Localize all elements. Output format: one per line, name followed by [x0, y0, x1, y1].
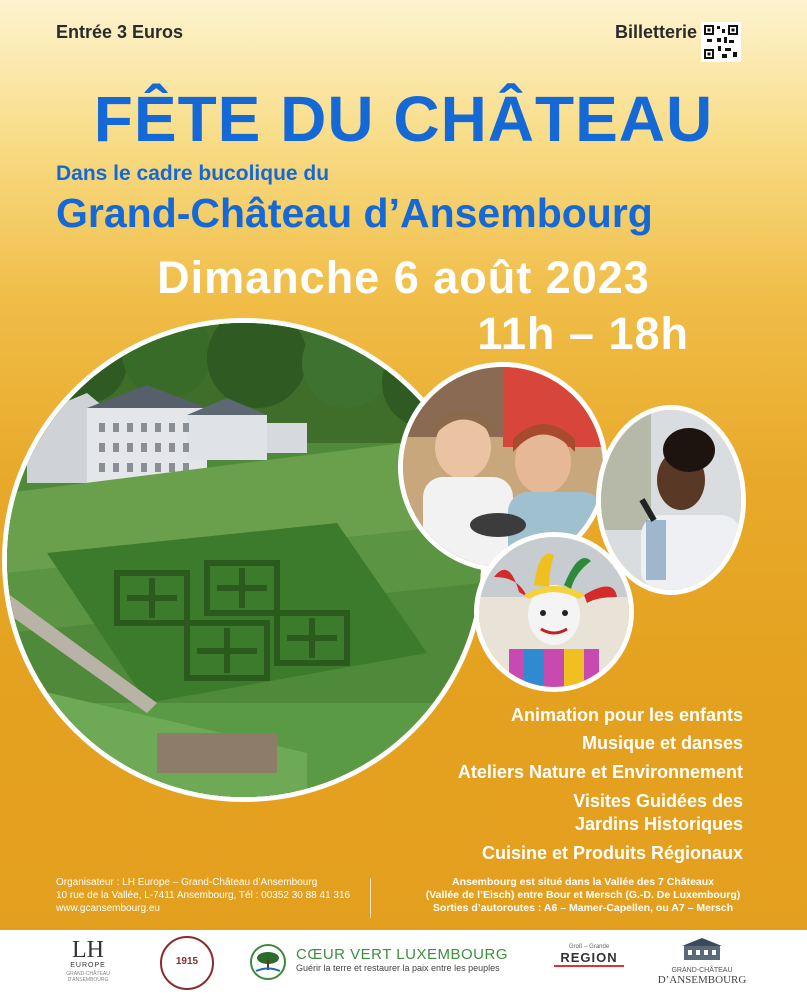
- activity-children: Animation pour les enfants: [510, 705, 743, 725]
- event-hours: 11h – 18h: [477, 308, 689, 359]
- gca-line-1: GRAND-CHÂTEAU: [671, 967, 733, 974]
- organizer-info: [56, 876, 350, 915]
- organizer-line: Organisateur : LH Europe – Grand-Château d’Ansembourg: [56, 877, 318, 888]
- qr-code-icon[interactable]: [701, 22, 741, 62]
- gca-line-2: D’ANSEMBOURG: [657, 974, 747, 986]
- activity-food: Cuisine et Produits Régionaux: [481, 843, 743, 863]
- address-line: 10 rue de la Vallée, L-7411 Ansembourg, Tél : 00352 30 88 41 316: [56, 890, 351, 901]
- lh-europe-logo: [58, 938, 118, 983]
- region-small-text: Groß – Grande: [568, 944, 610, 950]
- seal-year: 1915: [175, 956, 199, 967]
- location-line-1: Ansembourg est situé dans la Vallée des 7 Châteaux: [451, 876, 714, 888]
- event-title: FÊTE DU CHÂTEAU: [93, 83, 714, 155]
- activity-music: Musique et danses: [581, 733, 743, 753]
- chateau-garden-photo: [2, 318, 486, 802]
- lh-logo-caption: GRAND-CHÂTEAU D’ANSEMBOURG: [66, 971, 110, 983]
- grande-region-logo: [554, 944, 624, 967]
- subtitle-line-2: Grand-Château d’Ansembourg: [56, 190, 653, 236]
- coeur-vert-title: CŒUR VERT LUXEMBOURG: [296, 946, 508, 963]
- chateau-icon: [680, 936, 724, 962]
- coeur-vert-logo: [296, 946, 508, 973]
- grand-chateau-logo: [652, 936, 752, 986]
- website-link[interactable]: www.gcansembourg.eu: [56, 903, 160, 914]
- activity-tours-line2: Jardins Historiques: [574, 814, 743, 834]
- event-date: Dimanche 6 août 2023: [157, 252, 650, 303]
- coeur-vert-tagline: Guérir la terre et restaurer la paix entre les peuples: [296, 963, 500, 973]
- renaissance-seal-logo: [160, 936, 214, 990]
- location-line-2: (Vallée de l’Eisch) entre Bour et Mersch (G.-D. De Luxembourg): [425, 889, 741, 901]
- activity-workshops: Ateliers Nature et Environnement: [457, 762, 743, 782]
- entry-price: Entrée 3 Euros: [56, 22, 184, 42]
- lh-logo-sub: EUROPE: [70, 962, 106, 969]
- location-info: [423, 876, 743, 915]
- tree-icon: [250, 944, 286, 980]
- ticketing-label: Billetterie: [614, 22, 697, 42]
- jester-photo: [474, 532, 634, 692]
- sponsor-logos-bar: [0, 930, 807, 1000]
- subtitle-line-1: Dans le cadre bucolique du: [56, 162, 330, 185]
- location-line-3: Sorties d’autoroutes : A6 – Mamer-Capellen, ou A7 – Mersch: [432, 902, 734, 914]
- lh-logo-text: LH: [72, 937, 104, 963]
- footer-divider: [370, 878, 371, 918]
- activity-tours-line1: Visites Guidées des: [573, 791, 743, 811]
- region-text: REGION: [554, 950, 624, 967]
